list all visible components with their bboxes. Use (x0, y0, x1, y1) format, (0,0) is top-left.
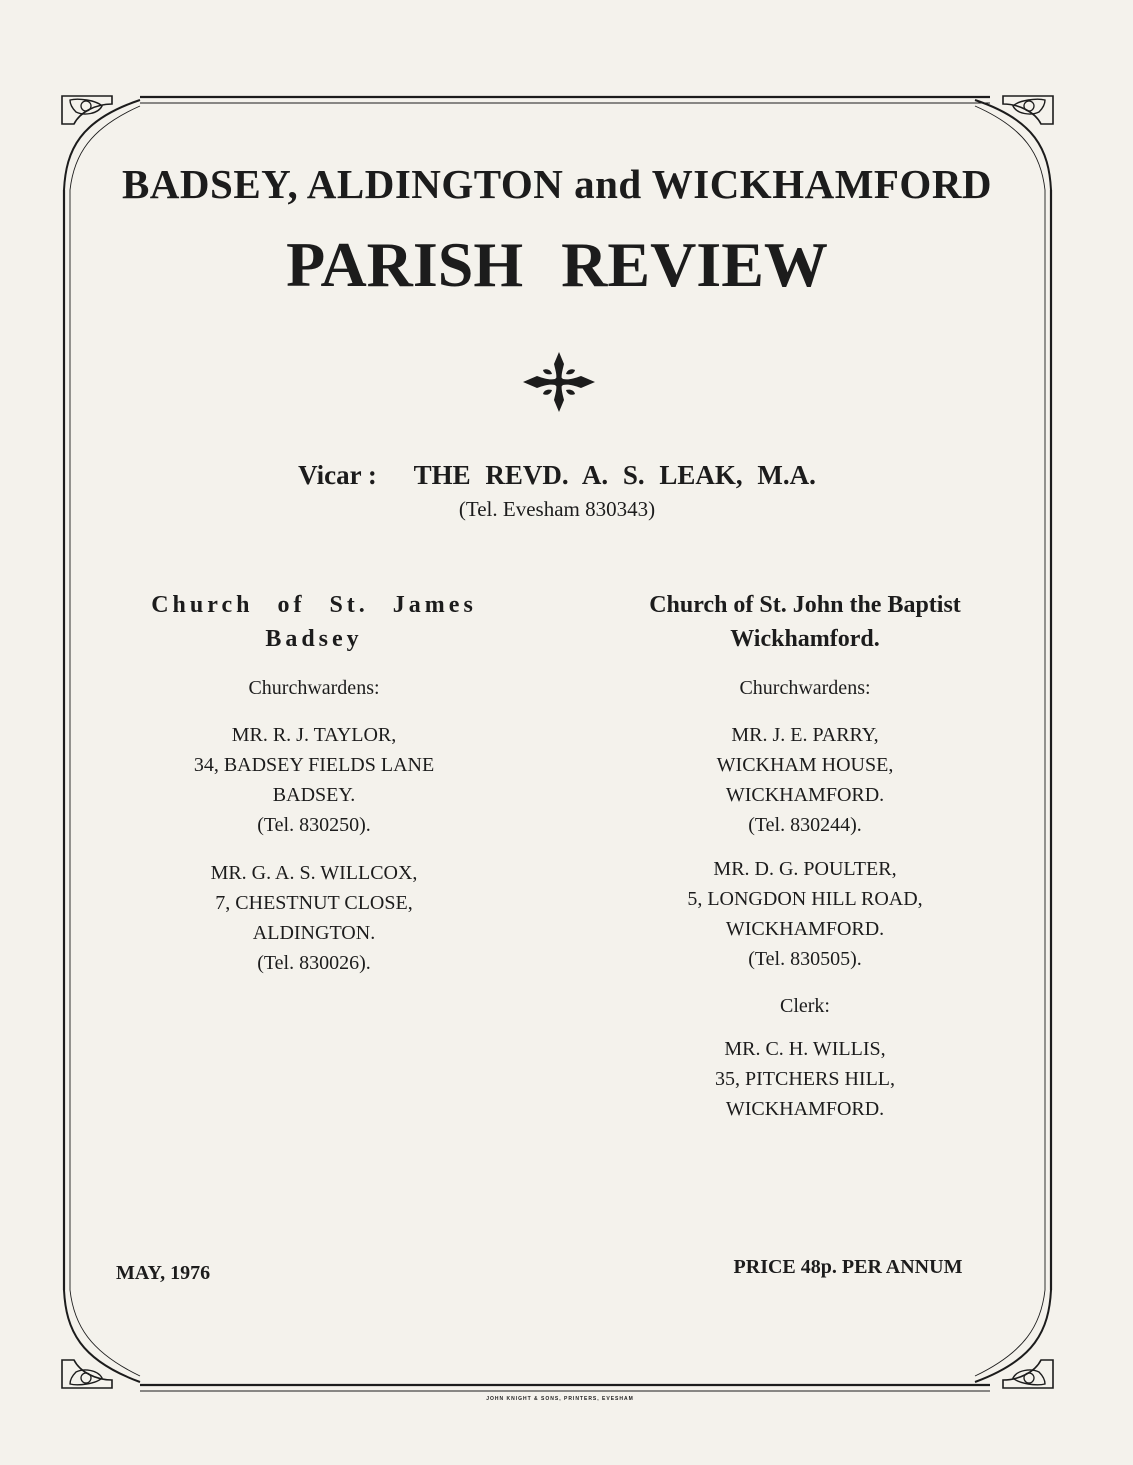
warden-name: MR. D. G. POULTER, (713, 858, 897, 880)
badsey-church-column (110, 588, 518, 978)
warden-address: BADSEY. (272, 784, 356, 806)
publication-title: PARISH REVIEW (286, 229, 828, 300)
clerk-address: WICKHAMFORD. (725, 1098, 885, 1120)
warden-name: MR. R. J. TAYLOR, (231, 724, 397, 746)
warden-address: WICKHAMFORD. (725, 918, 885, 940)
clerk-name: MR. C. H. WILLIS, (724, 1038, 886, 1060)
warden-telephone: (Tel. 830244). (748, 814, 862, 836)
warden-address: WICKHAM HOUSE, (716, 754, 894, 776)
vicar-name: THE REVD. A. S. LEAK, M.A. (413, 460, 816, 490)
church-location: Badsey (265, 626, 363, 652)
warden-name: MR. G. A. S. WILLCOX, (210, 862, 418, 884)
clerk-address: 35, PITCHERS HILL, (715, 1068, 895, 1090)
warden-name: MR. J. E. PARRY, (731, 724, 879, 746)
warden-address: WICKHAMFORD. (725, 784, 885, 806)
wickhamford-church-column (596, 588, 1014, 1124)
cross-patonce-icon (521, 350, 597, 414)
church-name: Church of St. John the Baptist (649, 592, 961, 618)
warden-telephone: (Tel. 830505). (748, 948, 862, 970)
warden-telephone: (Tel. 830026). (257, 952, 371, 974)
warden-address: 34, BADSEY FIELDS LANE (193, 754, 435, 776)
church-name: Church of St. James (151, 592, 477, 618)
clerk-entry (596, 1034, 1014, 1124)
parish-names-heading: BADSEY, ALDINGTON and WICKHAMFORD (121, 161, 993, 207)
clerk-label: Clerk: (780, 995, 830, 1017)
vicar-line (112, 460, 1002, 491)
warden-address: ALDINGTON. (252, 922, 376, 944)
church-location: Wickhamford. (730, 626, 880, 652)
subscription-price: PRICE 48p. PER ANNUM (733, 1256, 963, 1278)
printer-imprint: JOHN KNIGHT & SONS, PRINTERS, EVESHAM (486, 1396, 634, 1402)
warden-entry (596, 854, 1014, 974)
warden-telephone: (Tel. 830250). (257, 814, 371, 836)
warden-entry (110, 858, 518, 978)
vicar-label: Vicar : (298, 460, 377, 490)
churchwardens-label: Churchwardens: (739, 677, 871, 699)
warden-entry (596, 720, 1014, 840)
warden-entry (110, 720, 518, 840)
churchwardens-label: Churchwardens: (248, 677, 380, 699)
issue-date: MAY, 1976 (116, 1262, 211, 1284)
vicar-telephone: (Tel. Evesham 830343) (458, 497, 656, 521)
warden-address: 7, CHESTNUT CLOSE, (215, 892, 413, 914)
warden-address: 5, LONGDON HILL ROAD, (687, 888, 923, 910)
